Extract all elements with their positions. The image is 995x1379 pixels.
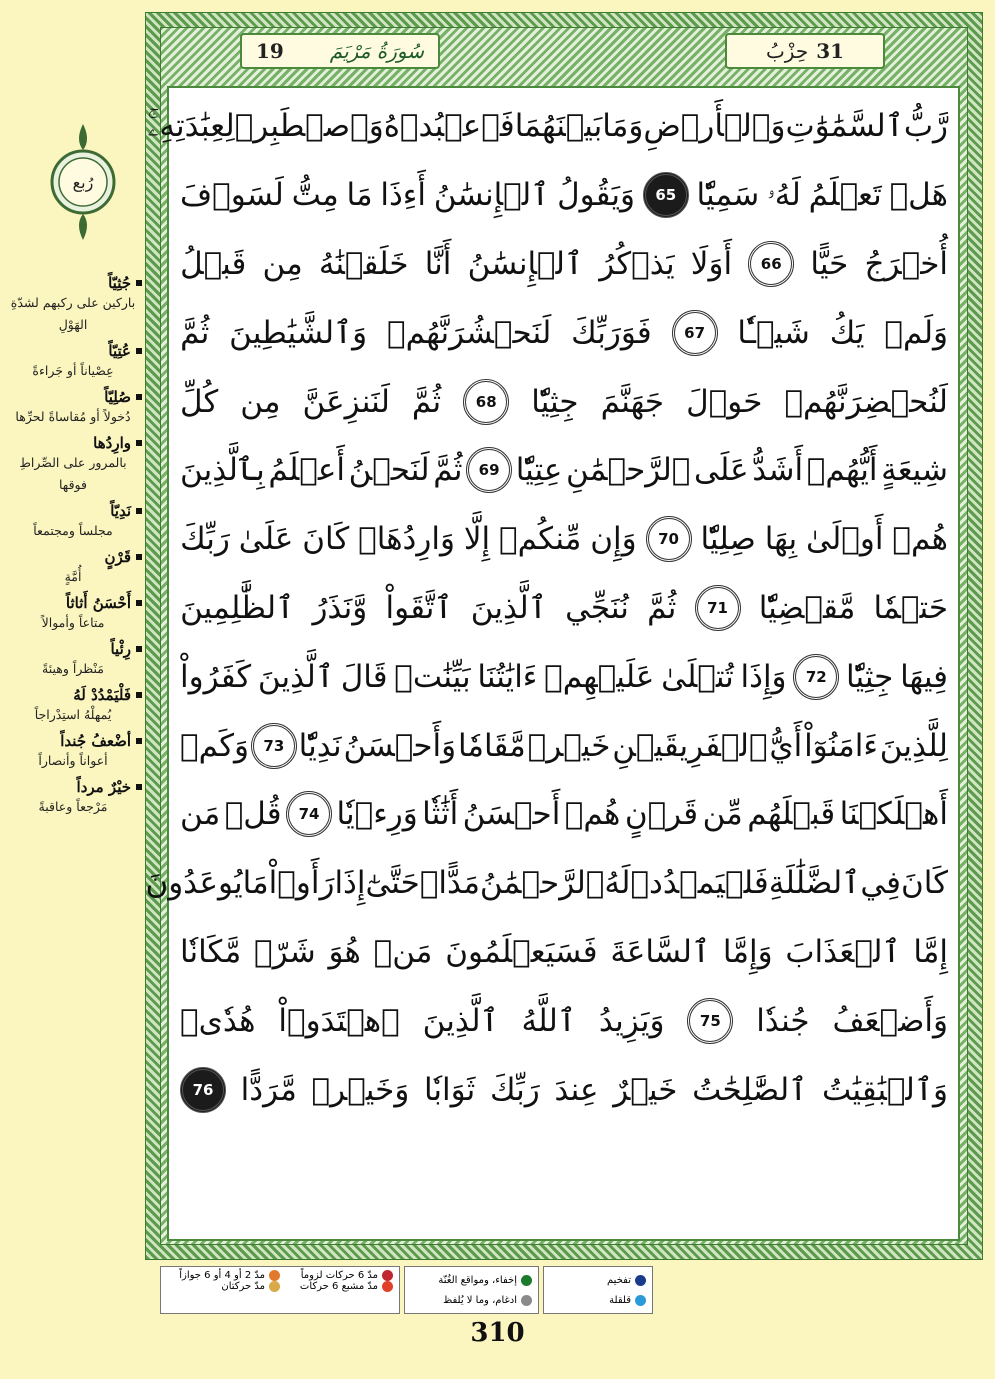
quran-word: ثُمَّ: [180, 314, 210, 351]
quran-word: ءَامَنُوٓاْ: [804, 727, 878, 764]
quran-word: كَانَ: [302, 521, 350, 558]
quran-line: [180, 780, 948, 849]
quran-word: ٱلصَّٰلِحَٰتُ: [692, 1071, 808, 1108]
hizb-number: 31: [816, 39, 845, 63]
quran-line: [180, 161, 948, 230]
quran-word: صِلِيّٗا: [700, 521, 756, 558]
legend-label: إخفاء، ومواقع الغُنّة: [438, 1274, 517, 1286]
glossary-definition: أُمَّةٍ: [64, 569, 82, 584]
quran-word: ٱلۡإِنسَٰنُ: [467, 245, 584, 282]
legend-row: [550, 1295, 646, 1306]
quran-word: مَا: [242, 865, 269, 902]
quran-word: مَن: [180, 796, 221, 833]
ayah-number-marker: 73: [251, 723, 297, 769]
surah-number: 19: [256, 39, 284, 63]
quran-word: قَبۡلُ: [180, 245, 247, 282]
legend-column: [167, 1270, 280, 1310]
quran-word: وَرِءۡيٗا: [336, 796, 418, 833]
quran-word: جَهَنَّمَ: [600, 383, 665, 420]
quran-word: ٱلضَّلَٰلَةِ: [768, 865, 861, 902]
quran-word: وَّنَذَرُ: [312, 589, 368, 626]
glossary-item: [4, 686, 142, 726]
glossary-item: [4, 502, 142, 542]
legend-label: تفخيم: [607, 1274, 631, 1286]
glossary-definition: أعواناً وأنصاراً: [38, 753, 108, 768]
quran-word: ثَوَابٗا: [423, 1071, 476, 1108]
quran-word: لَنَنزِعَنَّ: [302, 383, 390, 420]
quran-line: [180, 298, 948, 367]
quran-word: لَنَحۡشُرَنَّهُمۡ: [387, 314, 552, 351]
legend-label: مدّ حركتان: [221, 1281, 265, 1292]
glossary-definition: عِصْياناً أو جَراءةً: [32, 363, 114, 378]
rub-label: رُبع: [72, 173, 94, 192]
glossary-item: [4, 640, 142, 680]
glossary-term: [4, 732, 142, 750]
quran-word: حَتَّىٰٓ: [365, 865, 420, 902]
quran-word: يُوعَدُونَ: [145, 865, 243, 902]
ayah-number-marker: 70: [646, 516, 692, 562]
ayah-number-marker: 66: [748, 241, 794, 287]
glossary-term-text: صُلِيّاً: [104, 388, 131, 406]
glossary-term-text: أَحْسَنُ أَثاثاً: [65, 594, 131, 612]
quran-word: مَّقَامٗا: [457, 727, 526, 764]
quran-word: شِيعَةٍ: [881, 452, 948, 489]
quran-word: شَيۡـٔٗا: [737, 314, 810, 351]
legend-color-dot-icon: [382, 1270, 393, 1281]
hizb-label: حِزْبُ: [765, 39, 809, 63]
quran-word: هَلۡ: [889, 177, 948, 214]
quran-word: لِلَّذِينَ: [879, 727, 948, 764]
quran-word: لَنُحۡضِرَنَّهُمۡ: [784, 383, 948, 420]
quran-word: وَارِدُهَاۚ: [358, 521, 455, 558]
quran-word: مِن: [240, 383, 281, 420]
quran-word: ٱهۡتَدَوۡاْ: [278, 1002, 400, 1039]
quran-word: مِتُّ: [291, 177, 339, 214]
quran-word: ٱلسَّاعَةَ: [610, 933, 711, 970]
legend-row: [411, 1275, 532, 1286]
quran-word: فَسَيَعۡلَمُونَ: [445, 933, 598, 970]
quran-word: وَإِذَا: [740, 658, 787, 695]
glossary-term: [4, 548, 142, 566]
legend-label: ادغام، وما لا يُلفظ: [442, 1294, 517, 1306]
quran-word: وَإِمَّا: [722, 933, 773, 970]
quran-word: هُمۡ: [892, 521, 948, 558]
quran-word: هُمۡ: [564, 796, 621, 833]
glossary-term: [4, 594, 142, 612]
quran-word: عِندَ: [554, 1071, 599, 1108]
glossary-term-text: نَدِيّاً: [110, 502, 131, 520]
quran-word: رَبِّكَ: [489, 1071, 540, 1108]
surah-header: [240, 33, 440, 69]
quran-word: فَٱعۡبُدۡهُ: [383, 108, 515, 145]
quran-word: مَّكَانٗا: [180, 933, 242, 970]
glossary-sidebar: [4, 274, 142, 824]
quran-word: عَلَى: [694, 452, 749, 489]
quran-word: عَلَيۡهِمۡ: [544, 658, 655, 695]
quran-line: [180, 711, 948, 780]
page-number: 310: [470, 1318, 525, 1348]
quran-word: مَّرَدًّا: [240, 1071, 297, 1108]
quran-word: مِن: [262, 245, 303, 282]
glossary-term: [4, 274, 142, 292]
ayah-number-marker: 69: [466, 447, 512, 493]
quran-word: بِٱلَّذِينَ: [180, 452, 265, 489]
quran-word: يَكُ: [829, 314, 865, 351]
glossary-item: [4, 732, 142, 772]
glossary-item: [4, 434, 142, 496]
hizb-header: [725, 33, 885, 69]
quran-word: ثُمَّ: [411, 383, 442, 420]
quran-word: أَوَلَا: [690, 245, 733, 282]
quran-word: يَذۡكُرُ: [599, 245, 675, 282]
glossary-term-text: خيْرٌ مرداً: [76, 778, 131, 796]
quran-line: [145, 849, 948, 918]
quran-word: بَيِّنَٰتٖ: [394, 658, 471, 695]
quran-word: مَّقۡضِيّٗا: [758, 589, 856, 626]
quran-word: وَكَمۡ: [180, 727, 249, 764]
quran-word: ٱلظَّٰلِمِينَ: [180, 589, 295, 626]
legend-label: مدّ 2 أو 4 أو 6 جوازاً: [179, 1270, 265, 1281]
quran-word: ٱلسَّمَٰوَٰتِ: [785, 108, 904, 145]
quran-word: أُخۡرَجُ: [864, 245, 948, 282]
legend-column: [280, 1270, 393, 1310]
glossary-definition: مَرْجعاً وعاقبةً: [38, 799, 108, 814]
legend-row: [550, 1275, 646, 1286]
glossary-term: [4, 778, 142, 796]
glossary-term: [4, 686, 142, 704]
glossary-term-text: أضْعفُ جُنداً: [60, 732, 131, 750]
glossary-term-text: رِئْياً: [110, 640, 131, 658]
quran-word: رَّبُّ: [903, 108, 948, 145]
glossary-item: [4, 342, 142, 382]
glossary-definition: متاعاً وأموالاً: [41, 615, 105, 630]
legend-label: مدّ مشبع 6 حركات: [299, 1281, 378, 1292]
glossary-term-text: فَلْيَمْدُدْ لَهُ: [73, 686, 131, 704]
quran-word: أَيُّ: [769, 727, 803, 764]
quran-word: حَوۡلَ: [686, 383, 763, 420]
quran-word: لَنَحۡنُ: [348, 452, 430, 489]
quran-word: سَمِيّٗا: [696, 177, 760, 214]
quran-word: فِيهَا: [900, 658, 948, 695]
quran-word: إِمَّا: [913, 933, 948, 970]
glossary-definition: يُمهلْهُ استِدْراجاً: [34, 707, 112, 722]
ayah-number-marker: 74: [286, 791, 332, 837]
quran-word: ٱللَّهُ: [521, 1002, 577, 1039]
rub-ornament-icon: [48, 122, 118, 242]
quran-word: وَإِن: [590, 521, 637, 558]
quran-word: وَيَزِيدُ: [598, 1002, 665, 1039]
glossary-term: [4, 388, 142, 406]
quran-word: ٱلۡإِنسَٰنُ: [433, 177, 550, 214]
quran-word: بِهَا: [764, 521, 798, 558]
quran-word: ٱلۡعَذَابَ: [785, 933, 901, 970]
quran-word: مِّن: [702, 796, 743, 833]
legend-color-dot-icon: [635, 1275, 646, 1286]
quran-word: ٱلَّذِينَ: [257, 658, 335, 695]
glossary-definition: مجلساً ومجتمعاً: [33, 523, 113, 538]
glossary-item: [4, 388, 142, 428]
quran-word: وَأَحۡسَنُ: [343, 727, 457, 764]
quran-word: قَرۡنٍ: [624, 796, 699, 833]
quran-word: مَدًّاۚ: [419, 865, 480, 902]
legend-box-ikhfa: [404, 1266, 539, 1314]
quran-word: لَهُ: [604, 865, 631, 902]
quran-word: خَيۡرٞ: [527, 727, 611, 764]
quran-word: لِعِبَٰدَتِهِۦۚ: [147, 107, 235, 144]
quran-word: تَعۡلَمُ: [808, 177, 882, 214]
quran-word: فَلۡيَمۡدُدۡ: [630, 865, 769, 902]
glossary-definition: مَنْظراً وهيئةً: [42, 661, 104, 676]
quran-word: فَوَرَبِّكَ: [571, 314, 652, 351]
quran-word: مَنۡ: [373, 933, 433, 970]
quran-word: هُدٗىۗ: [180, 1002, 256, 1039]
quran-word: ثُمَّ: [647, 589, 677, 626]
quran-word: ٱلرَّحۡمَٰنُ: [479, 865, 605, 902]
glossary-item: [4, 548, 142, 588]
quran-word: كَانَ: [901, 865, 948, 902]
quran-line: [180, 574, 948, 643]
quran-word: تُتۡلَىٰ: [661, 658, 734, 695]
ayah-number-marker: 67: [672, 310, 718, 356]
quran-word: أَوۡلَىٰ: [806, 521, 884, 558]
quran-text: [145, 92, 948, 1124]
quran-word: لَهُۥ: [767, 176, 801, 213]
ayah-number-marker: 76: [180, 1067, 226, 1113]
quran-word: إِذَا: [334, 865, 366, 902]
quran-word: قَبۡلَهُم: [747, 796, 836, 833]
legend-row: [280, 1270, 393, 1281]
quran-word: ٱلۡفَرِيقَيۡنِ: [612, 727, 768, 764]
quran-word: وَٱلۡأَرۡضِ: [643, 108, 786, 145]
legend-color-dot-icon: [521, 1295, 532, 1306]
glossary-term: [4, 434, 142, 452]
quran-word: ٱلَّذِينَ: [470, 589, 547, 626]
glossary-term: [4, 640, 142, 658]
quran-word: عِتِيّٗا: [515, 452, 563, 489]
quran-word: إِلَّا: [463, 521, 491, 558]
quran-line: [180, 436, 948, 505]
quran-word: وَٱصۡطَبِرۡ: [234, 108, 384, 145]
glossary-term-text: قَرْنٍ: [104, 548, 131, 566]
legend-label: قلقلة: [609, 1294, 631, 1306]
glossary-item: [4, 778, 142, 818]
quran-word: قُلۡ: [224, 796, 282, 833]
quran-word: لَسَوۡفَ: [180, 177, 284, 214]
ayah-number-marker: 68: [463, 379, 509, 425]
glossary-term: [4, 502, 142, 520]
legend-row: [280, 1281, 393, 1292]
quran-word: بَيۡنَهُمَا: [514, 108, 603, 145]
glossary-item: [4, 594, 142, 634]
quran-word: عَلَىٰ: [238, 521, 294, 558]
legend-row: [411, 1295, 532, 1306]
quran-word: أَهۡلَكۡنَا: [839, 796, 948, 833]
quran-word: قَالَ: [340, 658, 388, 695]
quran-word: وَمَا: [602, 108, 644, 145]
quran-line: [180, 367, 948, 436]
quran-word: حَتۡمٗا: [873, 589, 948, 626]
quran-line: [180, 918, 948, 987]
legend-color-dot-icon: [521, 1275, 532, 1286]
glossary-definition: باركين على ركبهم لشدّةِ الهَوْلِ: [10, 295, 136, 332]
quran-word: خَلَقۡنَٰهُ: [318, 245, 409, 282]
quran-word: مِّنكُمۡ: [499, 521, 582, 558]
legend-color-dot-icon: [635, 1295, 646, 1306]
quran-line: [180, 1055, 948, 1124]
quran-word: رَأَوۡاْ: [268, 865, 335, 902]
legend-label: مدّ 6 حركات لزوماً: [300, 1270, 378, 1281]
ayah-number-marker: 71: [695, 585, 741, 631]
quran-word: أَيُّهُمۡ: [806, 452, 878, 489]
glossary-definition: بالمرور على الصِّراطِ فوقها: [19, 455, 127, 492]
ayah-number-marker: 75: [687, 998, 733, 1044]
quran-word: ءَايَٰتُنَا: [477, 658, 538, 695]
quran-word: كَفَرُواْ: [180, 658, 252, 695]
quran-word: وَخَيۡرٞ: [311, 1071, 410, 1108]
ayah-number-marker: 65: [643, 172, 689, 218]
quran-word: وَلَمۡ: [884, 314, 948, 351]
quran-word: مَا: [346, 177, 373, 214]
quran-word: رَبِّكَ: [180, 521, 230, 558]
glossary-term-text: عُتِيّاً: [108, 342, 131, 360]
quran-word: نُنَجِّي: [565, 589, 629, 626]
quran-word: أَنَّا: [424, 245, 452, 282]
quran-word: ثُمَّ: [433, 452, 463, 489]
quran-word: كُلِّ: [180, 383, 219, 420]
quran-word: هُوَ: [328, 933, 361, 970]
quran-word: وَأَضۡعَفُ: [832, 1002, 948, 1039]
glossary-definition: دُخولاً أو مُقاساةً لحرِّها: [15, 409, 131, 424]
quran-line: [180, 230, 948, 299]
quran-word: فِي: [860, 865, 902, 902]
quran-word: خَيۡرٌ: [613, 1071, 678, 1108]
quran-word: نَدِيّٗا: [298, 727, 342, 764]
quran-word: جُندٗا: [756, 1002, 810, 1039]
quran-word: وَٱلۡبَٰقِيَٰتُ: [821, 1071, 948, 1108]
quran-word: حَيًّا: [810, 245, 849, 282]
quran-word: ٱلَّذِينَ: [422, 1002, 499, 1039]
glossary-term-text: وارِدُها: [93, 434, 131, 452]
legend-color-dot-icon: [269, 1270, 280, 1281]
quran-line: [147, 92, 948, 161]
quran-word: أَشَدُّ: [752, 452, 804, 489]
surah-name: سُورَةُ مَرْيَمَ: [329, 39, 424, 63]
glossary-term-text: جُثِيّاً: [108, 274, 131, 292]
legend-color-dot-icon: [269, 1281, 280, 1292]
quran-line: [180, 505, 948, 574]
quran-word: جِثِيّٗا: [846, 658, 894, 695]
ayah-number-marker: 72: [793, 654, 839, 700]
quran-word: وَيَقُولُ: [557, 177, 635, 214]
glossary-term: [4, 342, 142, 360]
legend-row: [167, 1281, 280, 1292]
legend-color-dot-icon: [382, 1281, 393, 1292]
quran-word: أَثَٰثٗا: [422, 796, 459, 833]
quran-line: [180, 642, 948, 711]
glossary-item: [4, 274, 142, 336]
quran-word: أَءِذَا: [380, 177, 426, 214]
quran-word: شَرّٞ: [254, 933, 316, 970]
quran-word: ٱتَّقَواْ: [385, 589, 453, 626]
quran-word: جِثِيّٗا: [531, 383, 579, 420]
legend-row: [167, 1270, 280, 1281]
legend-box-madd: [160, 1266, 400, 1314]
legend-box-tafkhim: [543, 1266, 653, 1314]
quran-word: أَحۡسَنُ: [462, 796, 561, 833]
quran-word: أَعۡلَمُ: [268, 452, 345, 489]
quran-word: ٱلرَّحۡمَٰنِ: [565, 452, 691, 489]
quran-word: وَٱلشَّيَٰطِينَ: [229, 314, 368, 351]
quran-line: [180, 986, 948, 1055]
